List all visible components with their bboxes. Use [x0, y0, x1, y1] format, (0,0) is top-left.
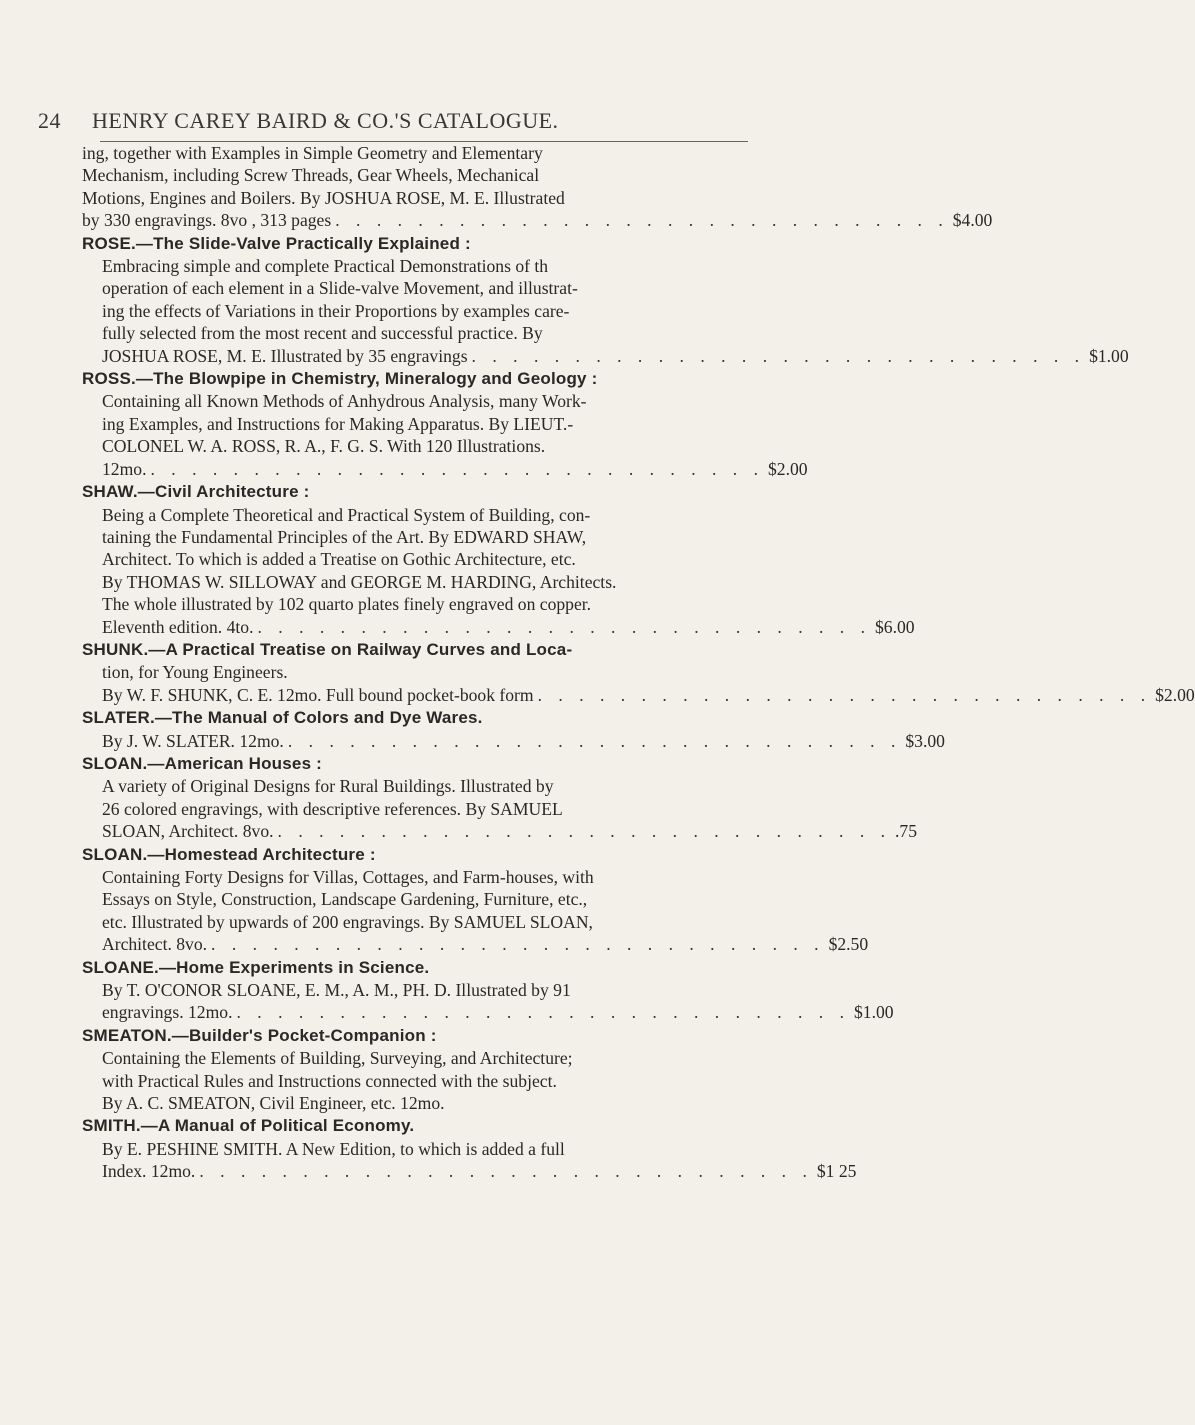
- edition-text: engravings. 12mo.: [102, 1002, 233, 1023]
- description-line: A variety of Original Designs for Rural Buildings. Illustrated by: [102, 776, 554, 797]
- entry-heading: SMITH.—A Manual of Political Economy.: [82, 1116, 415, 1136]
- dot-leader: . . . . . . . . . . . . . . . . . . . . . . . . . . . . . .: [211, 934, 825, 955]
- dot-leader: . . . . . . . . . . . . . . . . . . . . . . . . . . . . . .: [150, 458, 764, 479]
- catalogue-entry: [82, 142, 993, 232]
- description-line: 26 colored engravings, with descriptive references. By SAMUEL: [102, 798, 563, 819]
- price-line: [102, 820, 918, 842]
- description-line: By E. PESHINE SMITH. A New Edition, to which is added a full: [102, 1138, 565, 1159]
- entry-heading: SLOAN.—American Houses :: [82, 753, 323, 773]
- description-line: Containing the Elements of Building, Surveying, and Architecture;: [102, 1048, 573, 1069]
- description-line: Mechanism, including Screw Threads, Gear Wheels, Mechanical: [82, 165, 540, 186]
- entry-description: [82, 1047, 740, 1114]
- catalogue-entry: [82, 707, 945, 752]
- description-line: taining the Fundamental Principles of the Art. By EDWARD SHAW,: [102, 526, 587, 547]
- price: $1.00: [853, 1002, 894, 1023]
- catalogue-entry: [82, 844, 869, 956]
- price: $3.00: [905, 730, 945, 751]
- description-line: ing the effects of Variations in their Proportions by examples care-: [102, 300, 570, 321]
- page-header: [38, 108, 738, 134]
- description-line: By THOMAS W. SILLOWAY and GEORGE M. HARDING, Architects.: [102, 571, 617, 592]
- dot-leader: . . . . . . . . . . . . . . . . . . . . . . . . . . . . . .: [287, 730, 902, 751]
- catalogue-entry: [82, 1115, 857, 1182]
- description-line: operation of each element in a Slide-valve Movement, and illustrat-: [102, 278, 578, 299]
- catalogue-entry: [82, 481, 915, 638]
- description-line: with Practical Rules and Instructions connected with the subject.: [102, 1070, 557, 1091]
- catalogue-entries: [82, 142, 1195, 1184]
- price: $2.50: [828, 934, 869, 955]
- description-line: Architect. To which is added a Treatise on Gothic Architecture, etc.: [102, 549, 576, 570]
- entry-heading: SLATER.—The Manual of Colors and Dye Wares.: [82, 708, 483, 728]
- price: $2.00: [768, 458, 808, 479]
- catalogue-entry: [82, 639, 1195, 706]
- catalogue-entry: [82, 1025, 740, 1115]
- entry-description: [82, 255, 1129, 367]
- entry-heading: ROSE.—The Slide-Valve Practically Explained :: [82, 233, 471, 253]
- description-line: fully selected from the most recent and successful practice. By: [102, 323, 543, 344]
- dot-leader: . . . . . . . . . . . . . . . . . . . . . . . . . . . . . .: [257, 616, 871, 637]
- price-line: [102, 684, 1195, 706]
- edition-text: 12mo.: [102, 458, 147, 479]
- price-line: [102, 730, 945, 752]
- price: .75: [895, 821, 918, 842]
- entry-description: [82, 390, 808, 480]
- entry-description: [82, 661, 1195, 706]
- entry-heading: SHUNK.—A Practical Treatise on Railway Curves and Loca-: [82, 639, 573, 659]
- description-line: Containing all Known Methods of Anhydrous Analysis, many Work-: [102, 391, 587, 412]
- dot-leader: . . . . . . . . . . . . . . . . . . . . . . . . . . . . . .: [471, 345, 1086, 366]
- entry-heading: ROSS.—The Blowpipe in Chemistry, Mineralogy and Geology :: [82, 369, 598, 389]
- description-line: ing, together with Examples in Simple Geometry and Elementary: [82, 143, 543, 163]
- entry-heading: SLOANE.—Home Experiments in Science.: [82, 957, 430, 977]
- description-line: ing Examples, and Instructions for Making Apparatus. By LIEUT.-: [102, 413, 574, 434]
- description-line: etc. Illustrated by upwards of 200 engravings. By SAMUEL SLOAN,: [102, 911, 593, 932]
- entry-description: [82, 866, 869, 956]
- edition-text: JOSHUA ROSE, M. E. Illustrated by 35 engravings: [102, 345, 468, 366]
- price: $1.00: [1089, 345, 1129, 366]
- entry-heading: SMEATON.—Builder's Pocket-Companion :: [82, 1025, 437, 1045]
- entry-heading: SLOAN.—Homestead Architecture :: [82, 844, 376, 864]
- description-line: Motions, Engines and Boilers. By JOSHUA ROSE, M. E. Illustrated: [82, 187, 565, 208]
- description-line: The whole illustrated by 102 quarto plates finely engraved on copper.: [102, 594, 592, 615]
- price-line: [102, 616, 915, 638]
- price-line: [102, 1001, 894, 1023]
- dot-leader: . . . . . . . . . . . . . . . . . . . . . . . . . . . . . .: [277, 821, 892, 842]
- entry-description: [82, 979, 894, 1024]
- catalogue-entry: [82, 233, 1129, 367]
- price-line: [102, 1160, 857, 1182]
- edition-text: Architect. 8vo.: [102, 934, 208, 955]
- catalogue-entry: [82, 753, 918, 843]
- catalogue-entry: [82, 957, 894, 1024]
- edition-text: by 330 engravings. 8vo , 313 pages: [82, 210, 332, 231]
- dot-leader: . . . . . . . . . . . . . . . . . . . . . . . . . . . . . .: [199, 1161, 813, 1182]
- price: $1 25: [816, 1161, 857, 1182]
- description-line: Essays on Style, Construction, Landscape Gardening, Furniture, etc.,: [102, 889, 588, 910]
- edition-text: Index. 12mo.: [102, 1161, 196, 1182]
- description-line: By A. C. SMEATON, Civil Engineer, etc. 12mo.: [102, 1093, 445, 1114]
- running-title: HENRY CAREY BAIRD & CO.'S CATALOGUE.: [92, 108, 559, 133]
- price-line: [102, 933, 869, 955]
- description-line: By T. O'CONOR SLOANE, E. M., A. M., PH. D. Illustrated by 91: [102, 980, 571, 1001]
- price-line: [82, 209, 993, 231]
- description-line: tion, for Young Engineers.: [102, 662, 288, 683]
- price: $6.00: [875, 616, 915, 637]
- edition-text: By W. F. SHUNK, C. E. 12mo. Full bound pocket-book form: [102, 684, 534, 705]
- entry-description: [82, 775, 918, 842]
- edition-text: Eleventh edition. 4to.: [102, 616, 254, 637]
- dot-leader: . . . . . . . . . . . . . . . . . . . . . . . . . . . . . .: [335, 210, 949, 231]
- price: $4.00: [952, 210, 993, 231]
- edition-text: By J. W. SLATER. 12mo.: [102, 730, 284, 751]
- price-line: [102, 458, 808, 480]
- description-line: COLONEL W. A. ROSS, R. A., F. G. S. With 120 Illustrations.: [102, 436, 546, 457]
- entry-description: [82, 504, 915, 638]
- price: $2.00: [1155, 684, 1195, 705]
- edition-text: SLOAN, Architect. 8vo.: [102, 821, 274, 842]
- description-line: Embracing simple and complete Practical Demonstrations of th: [102, 256, 549, 277]
- description-line: Being a Complete Theoretical and Practical System of Building, con-: [102, 504, 591, 525]
- entry-description: [82, 142, 993, 232]
- description-line: Containing Forty Designs for Villas, Cottages, and Farm-houses, with: [102, 867, 594, 887]
- entry-heading: SHAW.—Civil Architecture :: [82, 482, 310, 502]
- page-number: 24: [38, 108, 61, 133]
- entry-description: [82, 730, 945, 752]
- dot-leader: . . . . . . . . . . . . . . . . . . . . . . . . . . . . . .: [537, 684, 1152, 705]
- entry-description: [82, 1138, 857, 1183]
- price-line: [102, 345, 1129, 367]
- dot-leader: . . . . . . . . . . . . . . . . . . . . . . . . . . . . . .: [236, 1002, 850, 1023]
- catalogue-entry: [82, 368, 808, 480]
